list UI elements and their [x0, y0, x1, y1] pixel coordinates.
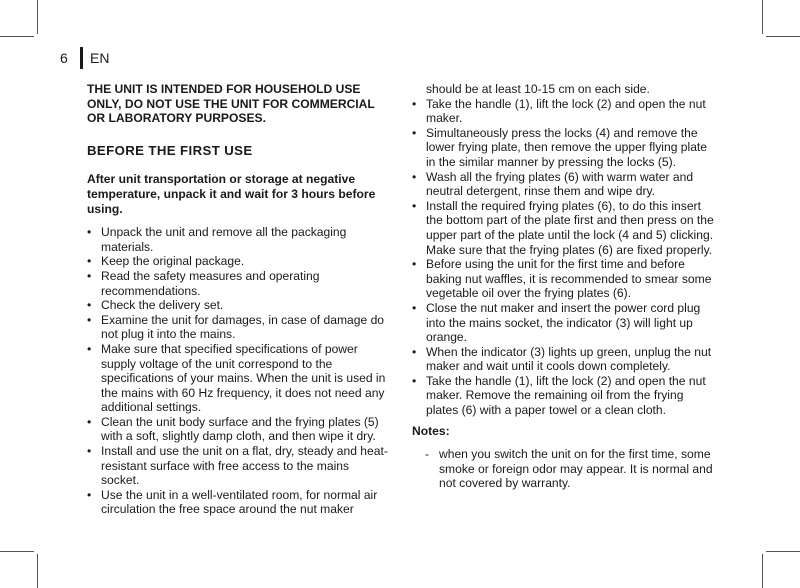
first-use-list — [87, 225, 389, 517]
page-number: 6 — [60, 50, 68, 66]
crop-mark — [37, 0, 38, 34]
list-item: • Install and use the unit on a flat, dry, steady and heat-resistant surface with free access to the mains socket. — [87, 444, 389, 488]
left-column — [87, 82, 389, 517]
section-title: BEFORE THE FIRST USE — [87, 142, 253, 158]
list-item: • Before using the unit for the first time and before baking nut waffles, it is recommended to smear some vegetable oil over the frying plates (6). — [412, 257, 718, 301]
list-item: • When the indicator (3) lights up green, unplug the nut maker and wait until it cools down completely. — [412, 345, 718, 374]
crop-mark — [37, 554, 38, 588]
list-item: • Check the delivery set. — [87, 298, 389, 313]
list-item: • Use the unit in a well-ventilated room, for normal air circulation the free space around the nut maker — [87, 488, 389, 517]
crop-mark — [0, 551, 34, 552]
household-use-warning: THE UNIT IS INTENDED FOR HOUSEHOLD USE ONLY, DO NOT USE THE UNIT FOR COMMERCIAL OR LABORATORY PURPOSES. — [87, 82, 375, 126]
crop-mark — [766, 36, 800, 37]
first-use-list-continued — [412, 97, 718, 418]
header-divider — [80, 47, 83, 69]
list-item: • Wash all the frying plates (6) with warm water and neutral detergent, rinse them and wipe dry. — [412, 170, 718, 199]
list-item: • Take the handle (1), lift the lock (2) and open the nut maker. Remove the remaining oil from the frying plates (6) with a paper towel or a clean cloth. — [412, 374, 718, 418]
crop-mark — [0, 36, 34, 37]
crop-mark — [762, 0, 763, 34]
intro-instruction: After unit transportation or storage at negative temperature, unpack it and wait for 3 hours before using. — [87, 172, 376, 216]
crop-mark — [766, 551, 800, 552]
notes-title: Notes: — [412, 423, 450, 438]
note-item: - when you switch the unit on for the first time, some smoke or foreign odor may appear. It is normal and not covered by warranty. — [412, 447, 718, 491]
list-item: • Close the nut maker and insert the power cord plug into the mains socket, the indicator (3) will light up orange. — [412, 301, 718, 345]
page-header — [60, 47, 109, 69]
list-item: • Simultaneously press the locks (4) and remove the lower frying plate, then remove the upper flying plate in the similar manner by pressing the locks (5). — [412, 126, 718, 170]
list-item: • Read the safety measures and operating recommendations. — [87, 269, 389, 298]
language-code: EN — [90, 50, 110, 66]
list-item: • Examine the unit for damages, in case of damage do not plug it into the mains. — [87, 313, 389, 342]
crop-mark — [762, 554, 763, 588]
list-item-continuation: should be at least 10-15 cm on each side. — [426, 82, 650, 96]
list-item: • Clean the unit body surface and the frying plates (5) with a soft, slightly damp cloth, and then wipe it dry. — [87, 415, 389, 444]
list-item: • Unpack the unit and remove all the packaging materials. — [87, 225, 389, 254]
list-item: • Make sure that specified specifications of power supply voltage of the unit correspond to the specifications of your mains. When the unit is used in the mains with 60 Hz frequency, it does not need any additional settings. — [87, 342, 389, 415]
list-item: • Keep the original package. — [87, 254, 389, 269]
right-column — [412, 82, 718, 491]
notes-list — [412, 447, 718, 491]
list-item: • Install the required frying plates (6), to do this insert the bottom part of the plate first and then press on the upper part of the plate until the lock (4 and 5) clicking. Make sure that the frying plates (6) are fixed properly. — [412, 199, 718, 257]
list-item: • Take the handle (1), lift the lock (2) and open the nut maker. — [412, 97, 718, 126]
